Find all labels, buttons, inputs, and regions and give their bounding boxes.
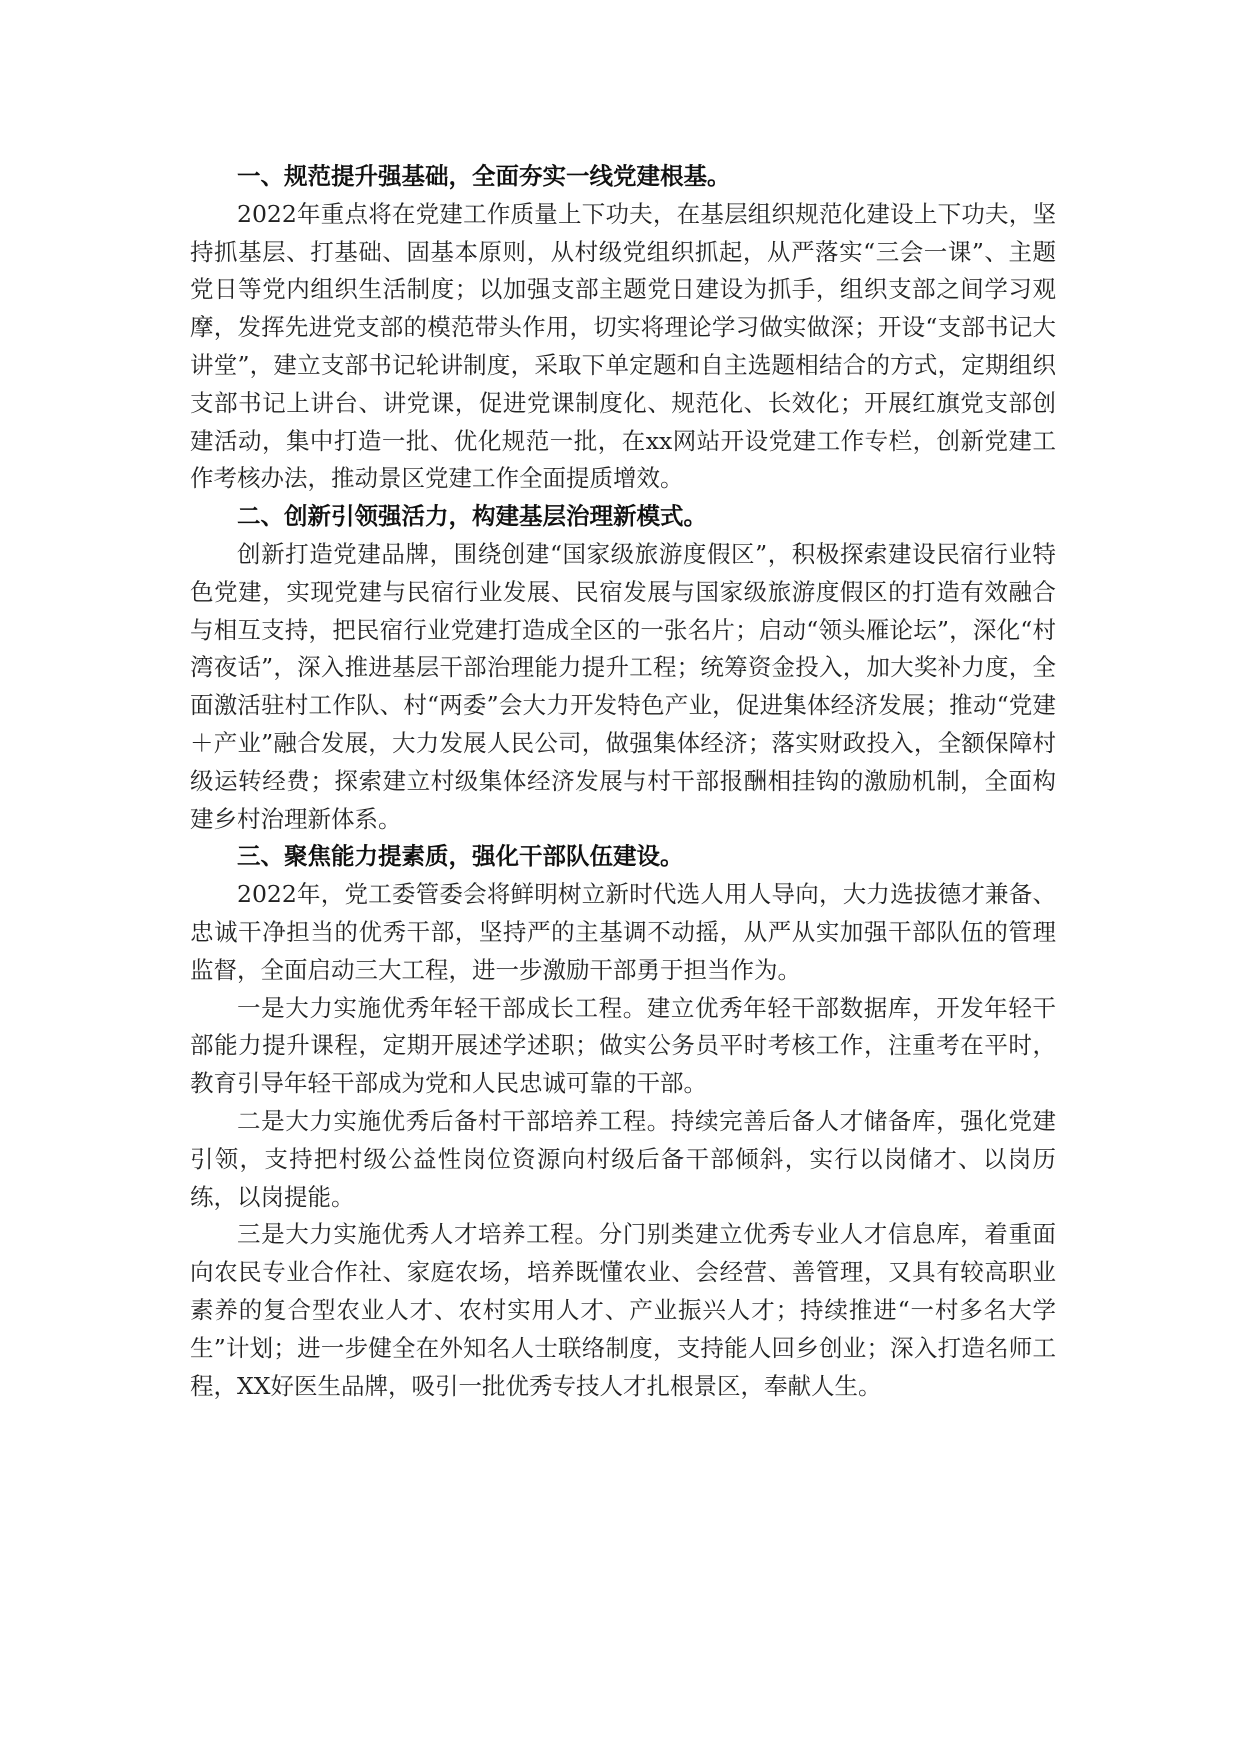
section-1-paragraph-1: 2022年重点将在党建工作质量上下功夫，在基层组织规范化建设上下功夫，坚持抓基层、打基础、固基本原则，从村级党组织抓起，从严落实“三会一课”、主题党日等党内组织生活制度；以加强支部主题党日建设为抓手，组织支部之间学习观摩，发挥先进党支部的模范带头作用，切实将理论学习做实做深；开设“支部书记大讲堂”，建立支部书记轮讲制度，采取下单定题和自主选题相结合的方式，定期组织支部书记上讲台、讲党课，促进党课制度化、规范化、长效化；开展红旗党支部创建活动，集中打造一批、优化规范一批，在xx网站开设党建工作专栏，创新党建工作考核办法，推动景区党建工作全面提质增效。 [190,199,1056,493]
section-2-heading: 二、创新引领强活力，构建基层治理新模式。 [237,502,707,531]
section-3-paragraph-1: 2022年，党工委管委会将鲜明树立新时代选人用人导向，大力选拔德才兼备、忠诚干净担当的优秀干部，坚持严的主基调不动摇，从严从实加强干部队伍的管理监督，全面启动三大工程，进一步激励干部勇于担当作为。 [190,880,1056,984]
section-3-heading: 三、聚焦能力提素质，强化干部队伍建设。 [237,842,684,871]
section-3-paragraph-3: 二是大力实施优秀后备村干部培养工程。持续完善后备人才储备库，强化党建引领，支持把村级公益性岗位资源向村级后备干部倾斜，实行以岗储才、以岗历练，以岗提能。 [190,1106,1056,1211]
section-3-paragraph-2: 一是大力实施优秀年轻干部成长工程。建立优秀年轻干部数据库，开发年轻干部能力提升课程，定期开展述学述职；做实公务员平时考核工作，注重考在平时，教育引导年轻干部成为党和人民忠诚可靠的干部。 [190,993,1056,1098]
section-2-paragraph-1: 创新打造党建品牌，围绕创建“国家级旅游度假区”，积极探索建设民宿行业特色党建，实现党建与民宿行业发展、民宿发展与国家级旅游度假区的打造有效融合与相互支持，把民宿行业党建打造成全区的一张名片；启动“领头雁论坛”，深化“村湾夜话”，深入推进基层干部治理能力提升工程；统筹资金投入，加大奖补力度，全面激活驻村工作队、村“两委”会大力开发特色产业，促进集体经济发展；推动“党建＋产业”融合发展，大力发展人民公司，做强集体经济；落实财政投入，全额保障村级运转经费；探索建立村级集体经济发展与村干部报酬相挂钩的激励机制，全面构建乡村治理新体系。 [190,539,1056,833]
document-body [190,158,1056,1405]
section-3-paragraph-4: 三是大力实施优秀人才培养工程。分门别类建立优秀专业人才信息库，着重面向农民专业合作社、家庭农场，培养既懂农业、会经营、善管理，又具有较高职业素养的复合型农业人才、农村实用人才、产业振兴人才；持续推进“一村多名大学生”计划；进一步健全在外知名人士联络制度，支持能人回乡创业；深入打造名师工程，XX好医生品牌，吸引一批优秀专技人才扎根景区，奉献人生。 [190,1220,1056,1400]
section-1-heading: 一、规范提升强基础，全面夯实一线党建根基。 [237,162,731,190]
